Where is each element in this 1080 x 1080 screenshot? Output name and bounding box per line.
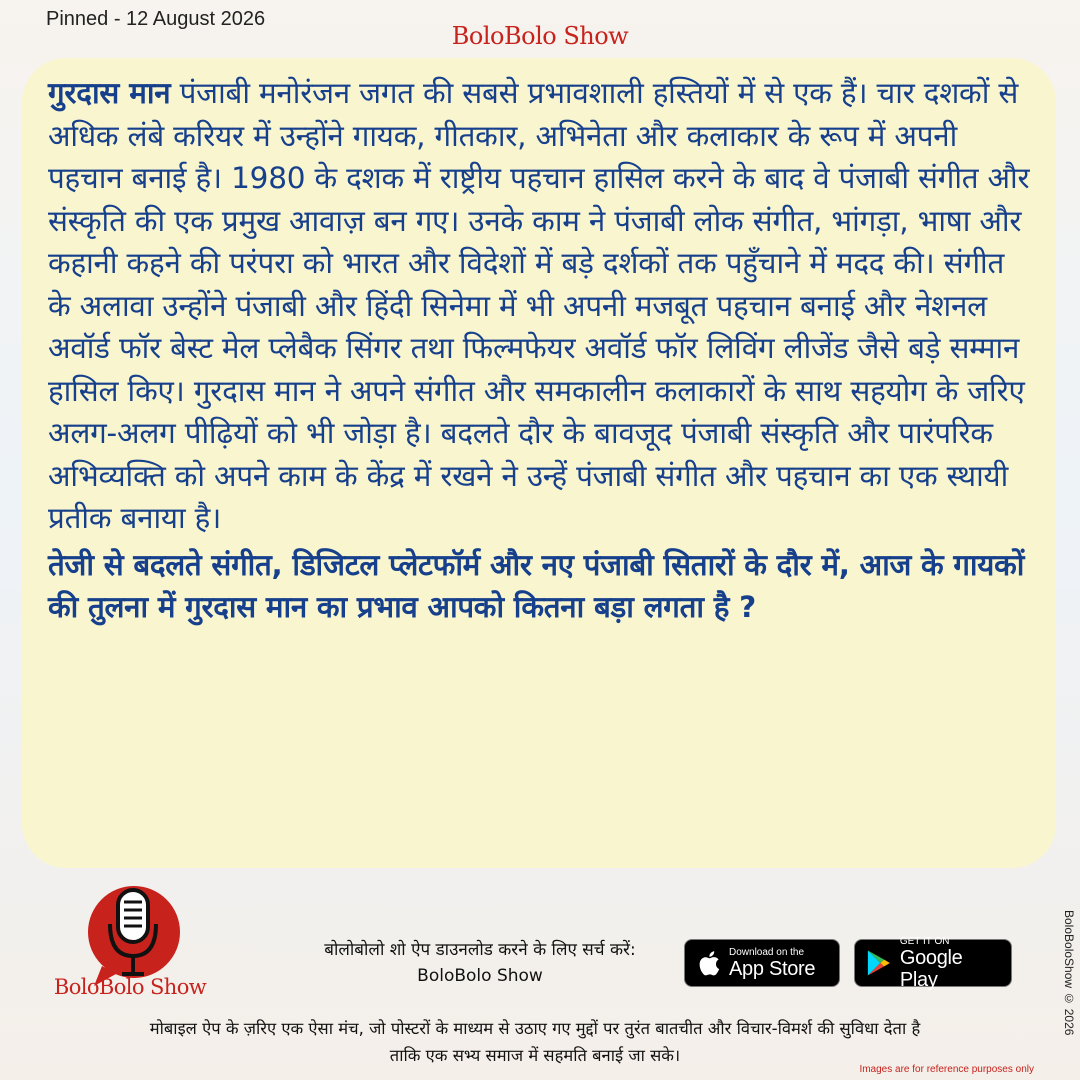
google-play-label: Google Play — [899, 946, 963, 991]
google-play-small-label: GET IT ON — [899, 935, 950, 947]
apple-icon — [695, 948, 721, 978]
post-card — [22, 58, 1056, 868]
google-play-icon — [865, 948, 892, 978]
post-question: तेजी से बदलते संगीत, डिजिटल प्लेटफॉर्म और नए पंजाबी सितारों के दौर में, आज के गायकों की तुलना में गुरदास मान का प्रभाव आपको कितना बड़ा लगता है ? — [48, 547, 1025, 624]
app-store-small-label: Download on the — [729, 946, 805, 958]
app-store-label: App Store — [729, 957, 816, 980]
footer-tagline — [30, 1015, 1040, 1069]
search-term: BoloBolo Show — [417, 966, 543, 986]
tagline-line-2: ताकि एक सभ्य समाज में सहमति बनाई जा सके। — [389, 1046, 681, 1065]
google-play-button[interactable] — [854, 935, 1012, 991]
pinned-date: Pinned - 12 August 2026 — [46, 8, 266, 30]
app-store-button[interactable] — [684, 939, 840, 987]
brand-title: BoloBolo Show — [451, 22, 629, 50]
side-copyright: BoloBoloShow © 2026 — [1062, 910, 1076, 1036]
post-body — [48, 72, 1032, 540]
download-prompt — [290, 937, 670, 989]
download-prompt-text: बोलोबोलो शो ऐप डाउनलोड करने के लिए सर्च करें: — [324, 940, 636, 960]
post-body-text: पंजाबी मनोरंजन जगत की सबसे प्रभावशाली हस्तियों में से एक हैं। चार दशकों से अधिक लंबे करियर में उन्होंने गायक, गीतकार, अभिनेता और कलाकार के रूप में अपनी पहचान बनाई है। 1980 के दशक में राष्ट्रीय पहचान हासिल करने के बाद वे पंजाबी संगीत और संस्कृति की एक प्रमुख आवाज़ बन गए। उनके काम ने पंजाबी लोक संगीत, भांगड़ा, भाषा और कहानी कहने की परंपरा को भारत और विदेशों में बड़े दर्शकों तक पहुँचाने में मदद की। संगीत के अलावा उन्होंने पंजाबी और हिंदी सिनेमा में भी अपनी मजबूत पहचान बनाई और नेशनल अवॉर्ड फॉर बेस्ट मेल प्लेबैक सिंगर तथा फिल्मफेयर अवॉर्ड फॉर लिविंग लीजेंड जैसे बड़े सम्मान हासिल किए। गुरदास मान ने अपने संगीत और समकालीन कलाकारों के साथ सहयोग के जरिए अलग-अलग पीढ़ियों को भी जोड़ा है। बदलते दौर के बावजूद पंजाबी संस्कृति और पारंपरिक अभिव्यक्ति को अपने काम के केंद्र में रखने ने उन्हें पंजाबी संगीत और पहचान का एक स्थायी प्रतीक बनाया है। — [48, 76, 1030, 535]
logo-wordmark: BoloBolo Show — [53, 975, 207, 999]
tagline-line-1: मोबाइल ऐप के ज़रिए एक ऐसा मंच, जो पोस्टरों के माध्यम से उठाए गए मुद्दों पर तुरंत बातचीत और विचार-विमर्श की सुविधा देता है — [149, 1019, 921, 1038]
post-lead-name: गुरदास मान — [48, 76, 171, 110]
image-disclaimer: Images are for reference purposes only — [859, 1064, 1034, 1075]
